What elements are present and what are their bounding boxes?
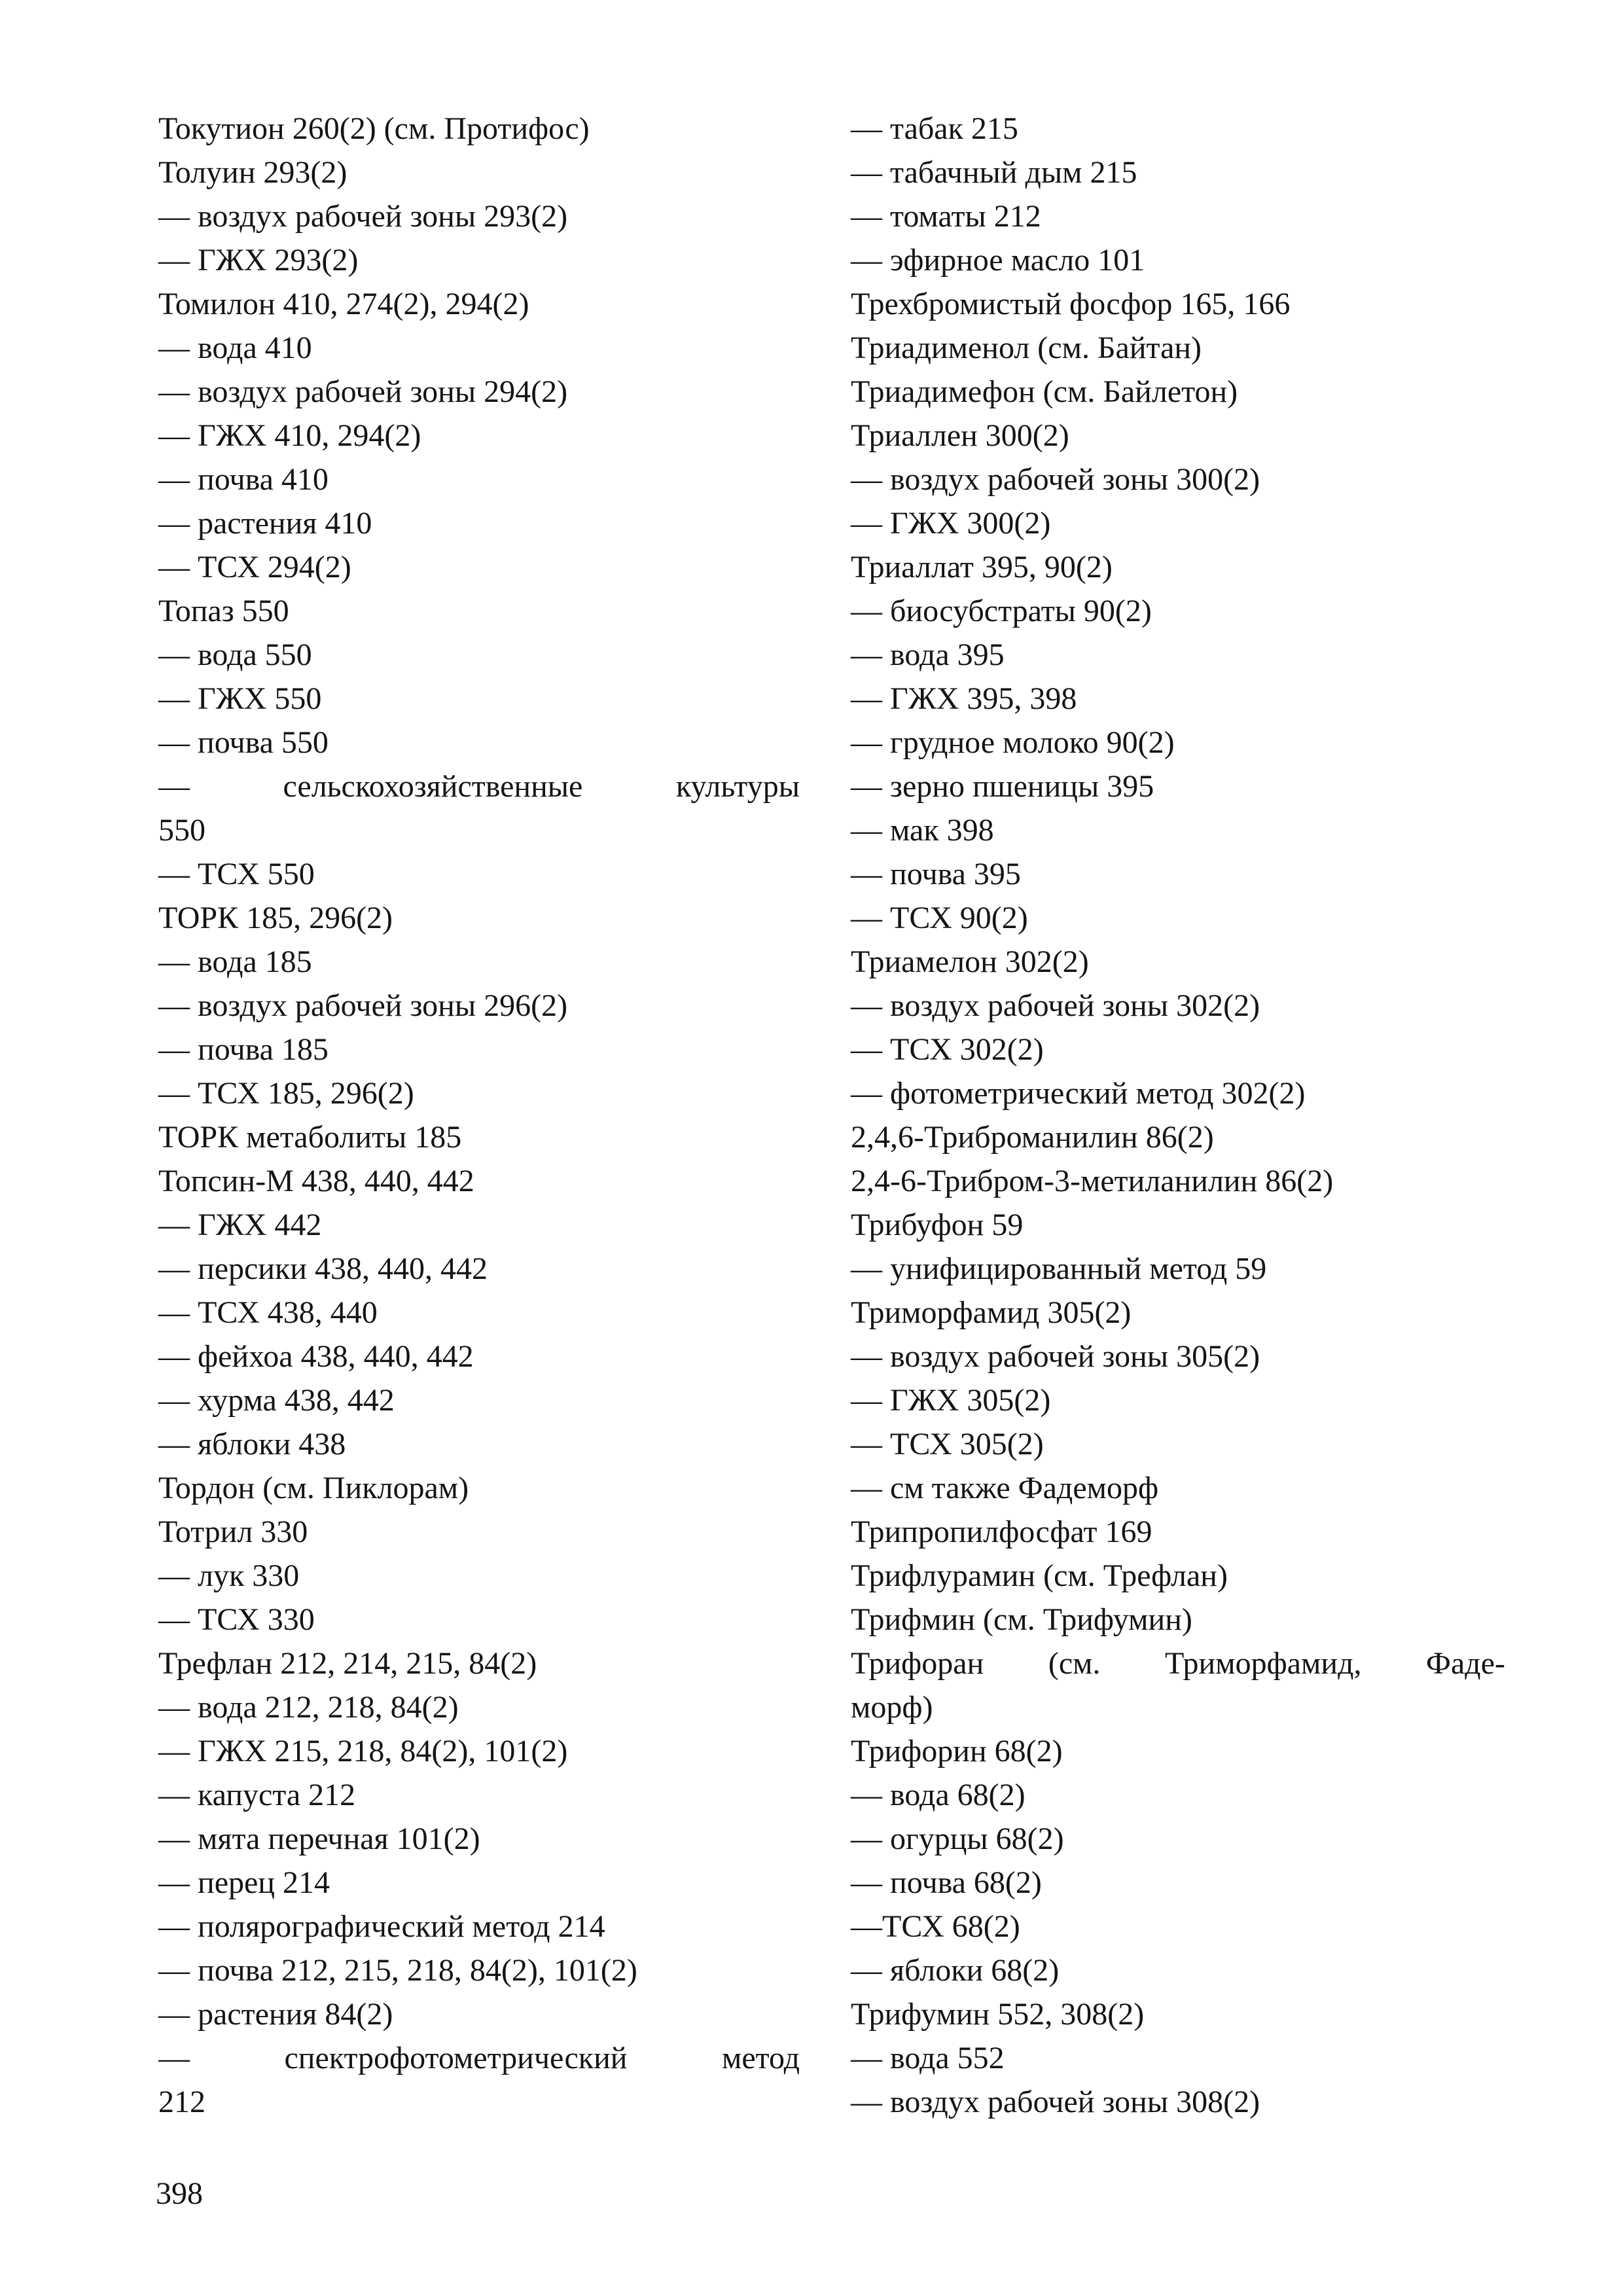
index-entry: Триморфамид 305(2) [851,1295,1132,1330]
index-entry: Трифорин 68(2) [851,1734,1063,1768]
index-entry: — табачный дым 215 [851,155,1137,190]
index-entry: — ТСХ 330 [158,1602,315,1637]
index-entry: — сельскохозяйственные культуры [158,769,800,804]
index-entry: Тотрил 330 [158,1515,308,1549]
index-entry: — капуста 212 [158,1778,356,1812]
index-entry: — унифицированный метод 59 [851,1251,1267,1286]
index-entry: — персики 438, 440, 442 [158,1251,488,1286]
index-entry: — ТСХ 185, 296(2) [158,1076,414,1111]
index-entry: морф) [851,1690,933,1725]
index-entry: 2,4,6-Триброманилин 86(2) [851,1120,1214,1155]
index-entry: Трехбромистый фосфор 165, 166 [851,287,1291,321]
index-entry: — мята перечная 101(2) [158,1821,480,1856]
index-entry: — воздух рабочей зоны 308(2) [851,2085,1260,2119]
index-entry: — почва 185 [158,1032,329,1067]
index-entry: Трифлурамин (см. Трефлан) [851,1558,1228,1593]
index-entry: — зерно пшеницы 395 [851,769,1154,804]
index-entry: — фотометрический метод 302(2) [851,1076,1306,1111]
index-entry: — ГЖХ 550 [158,681,322,716]
index-entry: — почва 212, 215, 218, 84(2), 101(2) [158,1953,637,1988]
index-entry: Триадименол (см. Байтан) [851,331,1202,365]
index-entry: Тордон (см. Пиклорам) [158,1471,469,1505]
index-entry: — вода 395 [851,637,1005,672]
index-entry: — ГЖХ 215, 218, 84(2), 101(2) [158,1734,568,1768]
index-entry: — растения 410 [158,506,372,541]
index-column-left [158,107,800,2124]
index-entry: — ТСХ 305(2) [851,1427,1044,1462]
index-entry: — вода 552 [851,2041,1005,2075]
index-entry: Трифумин 552, 308(2) [851,1997,1145,2032]
page-number: 398 [156,2176,203,2211]
index-entry: — томаты 212 [851,199,1041,234]
index-entry: — ГЖХ 293(2) [158,243,359,278]
index-entry: — почва 410 [158,462,329,497]
index-entry: — растения 84(2) [158,1997,393,2032]
index-entry: Топсин-М 438, 440, 442 [158,1164,474,1198]
index-entry: — эфирное масло 101 [851,243,1145,278]
index-entry: Томилон 410, 274(2), 294(2) [158,287,529,321]
index-entry: Трипропилфосфат 169 [851,1515,1152,1549]
index-entry: — яблоки 438 [158,1427,346,1462]
index-entry: Толуин 293(2) [158,155,348,190]
index-entry: — ТСХ 294(2) [158,550,351,584]
index-entry: — ТСХ 90(2) [851,901,1028,935]
index-entry: Триамелон 302(2) [851,944,1089,979]
index-entry: — табак 215 [851,111,1018,146]
index-entry: — ГЖХ 395, 398 [851,681,1077,716]
index-entry: — воздух рабочей зоны 305(2) [851,1339,1260,1374]
index-entry: ТОРК метаболиты 185 [158,1120,462,1155]
index-entry: Триаллат 395, 90(2) [851,550,1113,584]
index-entry: — вода 68(2) [851,1778,1026,1812]
index-entry: Триадимефон (см. Байлетон) [851,374,1238,409]
index-entry: Токутион 260(2) (см. Протифос) [158,111,590,146]
index-entry: ТОРК 185, 296(2) [158,901,393,935]
index-entry: — вода 212, 218, 84(2) [158,1690,459,1725]
index-entry: Трифоран (см. Триморфамид, Фаде- [851,1646,1505,1681]
index-entry: — огурцы 68(2) [851,1821,1064,1856]
index-entry: Топаз 550 [158,594,289,628]
index-entry: — спектрофотометрический метод [158,2041,800,2075]
index-entry: — ТСХ 550 [158,857,315,891]
index-entry: — воздух рабочей зоны 293(2) [158,199,568,234]
index-entry: — почва 550 [158,725,329,760]
index-entry: — вода 410 [158,331,312,365]
index-entry: — лук 330 [158,1558,300,1593]
index-entry: — ГЖХ 410, 294(2) [158,418,421,453]
index-entry: — воздух рабочей зоны 302(2) [851,988,1260,1023]
index-entry: — биосубстраты 90(2) [851,594,1152,628]
index-entry: — перец 214 [158,1865,330,1900]
index-entry: Трефлан 212, 214, 215, 84(2) [158,1646,537,1681]
index-entry: — почва 395 [851,857,1021,891]
index-entry: — полярографический метод 214 [158,1909,605,1944]
index-entry: Трибуфон 59 [851,1208,1024,1242]
index-entry: — вода 550 [158,637,312,672]
index-entry: Трифмин (см. Трифумин) [851,1602,1192,1637]
index-entry: — вода 185 [158,944,312,979]
index-entry: — ТСХ 302(2) [851,1032,1044,1067]
index-entry: — воздух рабочей зоны 300(2) [851,462,1260,497]
index-entry: — грудное молоко 90(2) [851,725,1175,760]
index-entry: —ТСХ 68(2) [851,1909,1020,1944]
index-entry: — воздух рабочей зоны 294(2) [158,374,568,409]
index-entry: 2,4-6-Трибром-3-метиланилин 86(2) [851,1164,1334,1198]
index-entry: — ГЖХ 300(2) [851,506,1051,541]
index-entry: Триаллен 300(2) [851,418,1069,453]
index-entry: 212 [158,2085,205,2119]
index-entry: — почва 68(2) [851,1865,1042,1900]
index-column-right [851,107,1505,2124]
index-entry: — ТСХ 438, 440 [158,1295,378,1330]
index-entry: — мак 398 [851,813,994,848]
index-entry: — яблоки 68(2) [851,1953,1060,1988]
index-entry: 550 [158,813,205,848]
index-entry: — ГЖХ 442 [158,1208,322,1242]
index-entry: — см также Фадеморф [851,1471,1159,1505]
index-entry: — хурма 438, 442 [158,1383,395,1418]
index-entry: — ГЖХ 305(2) [851,1383,1051,1418]
index-entry: — воздух рабочей зоны 296(2) [158,988,568,1023]
index-entry: — фейхоа 438, 440, 442 [158,1339,474,1374]
